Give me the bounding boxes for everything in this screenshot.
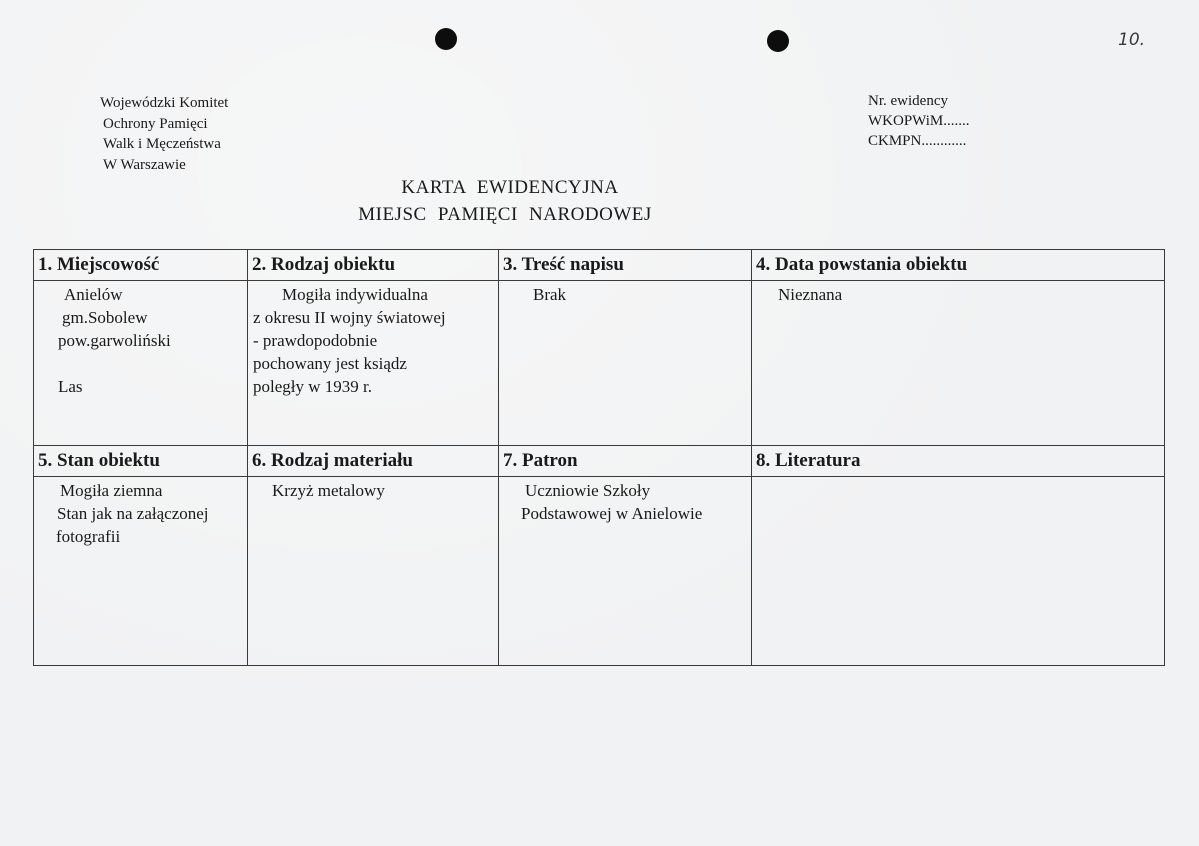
- header-row-1: [34, 250, 1165, 281]
- organization-line: Walk i Męczeństwa: [103, 136, 221, 152]
- document-title: [0, 174, 1010, 228]
- cell-line: Nieznana: [778, 285, 843, 304]
- cell-line: Anielów: [64, 285, 123, 304]
- record-table: [33, 249, 1165, 666]
- cell-line: fotografii: [56, 527, 121, 546]
- cell-line: Podstawowej w Anielowie: [521, 504, 703, 523]
- organization-block: [100, 93, 228, 175]
- registry-label: Nr. ewidency: [868, 93, 948, 109]
- cell-line: Mogiła ziemna: [60, 481, 163, 500]
- registry-wkopwim: WKOPWiM.......: [868, 113, 970, 129]
- cell-line: Krzyż metalowy: [272, 481, 385, 500]
- cell-line: poległy w 1939 r.: [253, 377, 372, 396]
- cell-rodzaj-materialu: [248, 477, 499, 666]
- content-row-1: [34, 281, 1165, 446]
- organization-line: Ochrony Pamięci: [103, 115, 208, 132]
- header-literatura: 8. Literatura: [752, 446, 1165, 477]
- cell-patron: [499, 477, 752, 666]
- cell-line: Stan jak na załączonej: [57, 504, 209, 523]
- cell-line: [34, 352, 247, 375]
- cell-literatura: [752, 477, 1165, 666]
- cell-line: pochowany jest ksiądz: [253, 354, 407, 373]
- cell-tresc-napisu: [499, 281, 752, 446]
- punch-hole-left: [435, 28, 457, 50]
- organization-line: W Warszawie: [103, 156, 186, 173]
- header-rodzaj-obiektu: 2. Rodzaj obiektu: [248, 250, 499, 281]
- organization-line: Wojewódzki Komitet: [100, 95, 229, 111]
- page-number: 10.: [1118, 30, 1146, 50]
- cell-line: Mogiła indywidualna: [282, 285, 428, 304]
- header-row-2: [34, 446, 1165, 477]
- cell-line: Uczniowie Szkoły: [525, 481, 651, 500]
- title-line-2: MIEJSC PAMIĘCI NARODOWEJ: [358, 204, 652, 225]
- cell-line: z okresu II wojny światowej: [253, 308, 446, 327]
- cell-miejscowosc: [34, 281, 248, 446]
- cell-rodzaj-obiektu: [248, 281, 499, 446]
- cell-line: pow.garwoliński: [58, 331, 171, 350]
- cell-line: Las: [58, 377, 83, 396]
- header-data-powstania: 4. Data powstania obiektu: [752, 250, 1165, 281]
- cell-stan-obiektu: [34, 477, 248, 666]
- registry-ckmpn: CKMPN............: [868, 133, 967, 149]
- header-patron: 7. Patron: [499, 446, 752, 477]
- header-rodzaj-materialu: 6. Rodzaj materiału: [248, 446, 499, 477]
- registry-block: [868, 91, 969, 151]
- header-miejscowosc: 1. Miejscowość: [34, 250, 248, 281]
- title-line-1: KARTA EWIDENCYJNA: [401, 177, 619, 198]
- cell-line: gm.Sobolew: [62, 308, 148, 327]
- punch-hole-right: [767, 30, 789, 52]
- header-stan-obiektu: 5. Stan obiektu: [34, 446, 248, 477]
- cell-line: Brak: [533, 285, 567, 304]
- content-row-2: [34, 477, 1165, 666]
- cell-line: - prawdopodobnie: [253, 331, 378, 350]
- cell-data-powstania: [752, 281, 1165, 446]
- header-tresc-napisu: 3. Treść napisu: [499, 250, 752, 281]
